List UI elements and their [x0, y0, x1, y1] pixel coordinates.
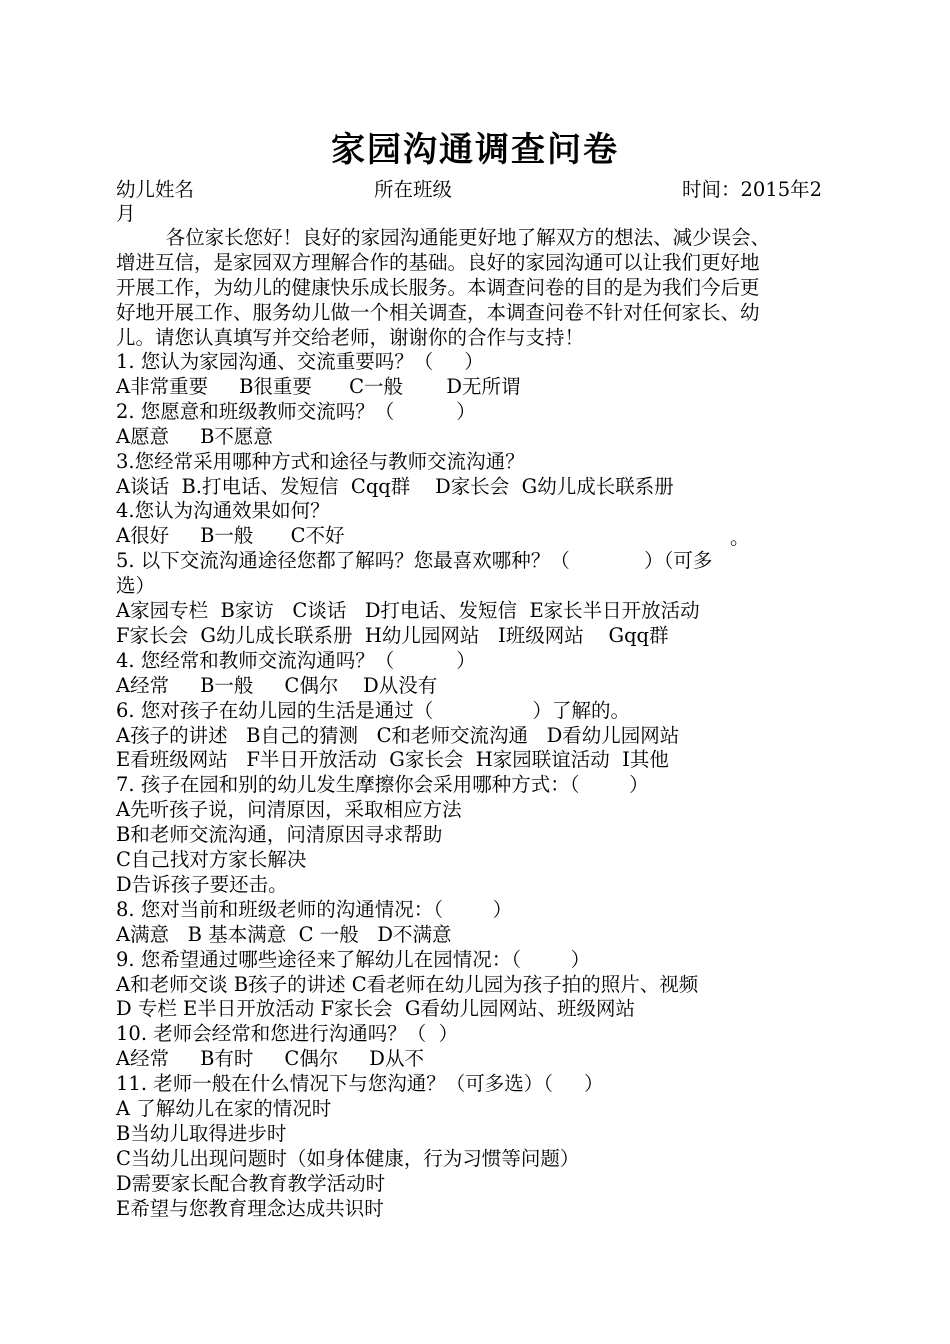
- stray-mark: 。: [730, 526, 750, 549]
- questionnaire-line: 6. 您对孩子在幼儿园的生活是通过（ ）了解的。: [116, 698, 630, 722]
- child-name-label: 幼儿姓名: [116, 178, 195, 201]
- questionnaire-line: A愿意 B不愿意: [116, 424, 273, 448]
- questionnaire-line: F家长会 G幼儿成长联系册 H幼儿园网站 I班级网站 Gqq群: [116, 623, 669, 647]
- questionnaire-line: C自己找对方家长解决: [116, 848, 307, 871]
- questionnaire-line: B当幼儿取得进步时: [116, 1121, 287, 1145]
- questionnaire-line: 1. 您认为家园沟通、交流重要吗？（ ）: [116, 350, 484, 373]
- questionnaire-line: 7. 孩子在园和别的幼儿发生摩擦你会采用哪种方式：（ ）: [116, 773, 649, 797]
- questionnaire-line: A 了解幼儿在家的情况时: [116, 1097, 332, 1120]
- questionnaire-line: 10. 老师会经常和您进行沟通吗？（ ）: [116, 1022, 459, 1046]
- questionnaire-line: E希望与您教育理念达成共识时: [116, 1196, 384, 1220]
- questionnaire-line: 4. 您经常和教师交流沟通吗？（ ）: [116, 648, 476, 672]
- intro-line: 开展工作，为幼儿的健康快乐成长服务。本调查问卷的目的是为我们今后更: [116, 275, 760, 299]
- questionnaire-line: A非常重要 B很重要 C一般 D无所谓: [116, 374, 521, 398]
- questionnaire-line: 4.您认为沟通效果如何？: [116, 499, 330, 523]
- questionnaire-line: 8. 您对当前和班级老师的沟通情况：（ ）: [116, 897, 513, 921]
- class-label: 所在班级: [374, 178, 453, 201]
- questionnaire-line: 9. 您希望通过哪些途径来了解幼儿在园情况：（ ）: [116, 947, 591, 971]
- intro-line: 增进互信，是家园双方理解合作的基础。良好的家园沟通可以让我们更好地: [116, 250, 760, 274]
- intro-line: 好地开展工作、服务幼儿做一个相关调查，本调查问卷不针对任何家长、幼: [116, 300, 760, 324]
- questionnaire-line: D需要家长配合教育教学活动时: [116, 1171, 386, 1195]
- questionnaire-line: 11. 老师一般在什么情况下与您沟通？（可多选）（ ）: [116, 1072, 604, 1096]
- questionnaire-line: A谈话 B.打电话、发短信 Cqq群 D家长会 G幼儿成长联系册: [116, 474, 674, 498]
- questionnaire-line: D告诉孩子要还击。: [116, 872, 288, 896]
- time-label: 时间：2015年2: [682, 178, 823, 201]
- questionnaire-line: C当幼儿出现问题时（如身体健康，行为习惯等问题）: [116, 1146, 580, 1170]
- questionnaire-line: A家园专栏 B家访 C谈话 D打电话、发短信 E家长半日开放活动: [116, 599, 700, 622]
- questionnaire-line: B和老师交流沟通，问清原因寻求帮助: [116, 823, 443, 847]
- questionnaire-line: 选）: [116, 574, 156, 598]
- questionnaire-line: A经常 B一般 C偶尔 D从没有: [116, 673, 438, 697]
- questionnaire-line: D 专栏 E半日开放活动 F家长会 G看幼儿园网站、班级网站: [116, 997, 635, 1021]
- questionnaire-line: A和老师交谈 B孩子的讲述 C看老师在幼儿园为孩子拍的照片、视频: [116, 972, 699, 996]
- intro-line: 儿。请您认真填写并交给老师，谢谢你的合作与支持！: [116, 325, 585, 349]
- questionnaire-line: A先听孩子说，问清原因，采取相应方法: [116, 798, 462, 822]
- questionnaire-line: A很好 B一般 C不好: [116, 524, 345, 548]
- questionnaire-line: 5. 以下交流沟通途径您都了解吗？您最喜欢哪种？（ ）（可多: [116, 549, 713, 573]
- time-label-wrap: 月: [116, 202, 136, 225]
- questionnaire-line: 2. 您愿意和班级教师交流吗？（ ）: [116, 399, 476, 423]
- questionnaire-line: A满意 B 基本满意 C 一般 D不满意: [116, 922, 452, 946]
- page-title: 家园沟通调查问卷: [331, 130, 619, 170]
- questionnaire-line: E看班级网站 F半日开放活动 G家长会 H家园联谊活动 I其他: [116, 748, 669, 772]
- intro-line: 各位家长您好！良好的家园沟通能更好地了解双方的想法、减少误会、: [116, 226, 771, 249]
- questionnaire-line: 3.您经常采用哪种方式和途径与教师交流沟通？: [116, 449, 525, 473]
- questionnaire-line: A经常 B有时 C偶尔 D从不: [116, 1047, 424, 1071]
- questionnaire-line: A孩子的讲述 B自己的猜测 C和老师交流沟通 D看幼儿园网站: [116, 723, 680, 747]
